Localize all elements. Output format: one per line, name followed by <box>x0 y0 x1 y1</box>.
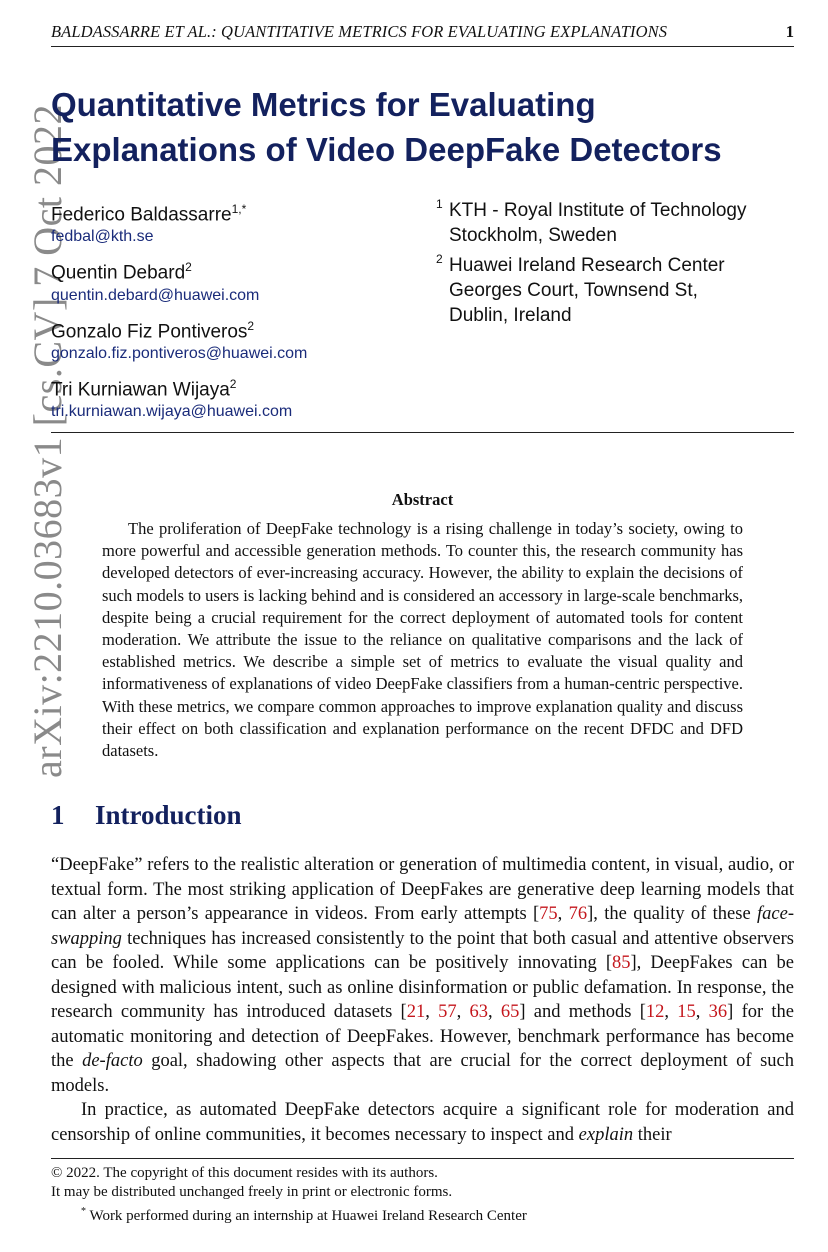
affiliation-entry <box>436 198 796 248</box>
citation-link[interactable]: 85 <box>612 953 631 973</box>
author-name: Quentin Debard$^2$ <box>51 260 192 284</box>
author-affiliation-mark: 2 <box>185 260 192 275</box>
author-email-link[interactable]: fedbal@kth.se <box>51 228 154 246</box>
running-header <box>51 20 794 47</box>
citation-link[interactable]: 76 <box>568 904 588 924</box>
author-name: Gonzalo Fiz Pontiveros$^2$ <box>51 318 255 342</box>
title-line-1: Quantitative Metrics for Evaluating <box>51 86 596 123</box>
citation-link[interactable]: 57 <box>438 1002 457 1022</box>
citation-link[interactable]: 21 <box>406 1002 426 1022</box>
citation-link[interactable]: 12 <box>645 1002 665 1022</box>
affiliation-line: Stockholm, Sweden <box>449 225 617 246</box>
footnote-divider <box>51 1158 794 1159</box>
author-name: Federico Baldassarre$^{1,*}$ <box>51 202 247 226</box>
author-affiliation-mark: 2 <box>229 376 237 391</box>
author-entry <box>51 256 431 306</box>
page-number: 1 <box>785 22 794 41</box>
footnotes <box>51 1164 794 1226</box>
footnote-text: Work performed during an internship at Huawei Ireland Research Center <box>89 1208 527 1224</box>
affiliation-line: Dublin, Ireland <box>449 305 572 326</box>
author-email-link[interactable]: tri.kurniawan.wijaya@huawei.com <box>51 403 293 421</box>
author-entry <box>51 315 431 365</box>
affiliation-line: Huawei Ireland Research Center <box>449 255 725 276</box>
intro-paragraph-1: “DeepFake” refers to the realistic alteration or generation of multimedia content, in visual, audio, or textual form. The most striking application of DeepFakes are generative deep learning models that can alter a person’s appearance in videos. From early attempts [75, 76], the quality of these face-swapping techniques has increased consistently to the point that both casual and attentive observers can be fooled. While some applications can be positively innovating [85], DeepFakes can be designed with malicious intent, such as online disinformation or public defamation. In response, the research community has introduced datasets [21, 57, 63, 65] and methods [12, 15, 36] for the automatic monitoring and detection of DeepFakes. However, benchmark performance has become the de-facto goal, shadowing other aspects that are crucial for the correct deployment of such models. <box>51 855 795 1096</box>
author-entry <box>51 373 431 423</box>
affiliation-entry <box>436 253 796 328</box>
emphasis: explain <box>578 1124 634 1145</box>
footnote <box>51 1202 794 1226</box>
author-email-link[interactable]: gonzalo.fiz.pontiveros@huawei.com <box>51 344 308 362</box>
author-name: Tri Kurniawan Wijaya$^2$ <box>51 376 237 401</box>
citation-link[interactable]: 15 <box>677 1002 696 1022</box>
affiliation-mark: 1 <box>436 197 443 211</box>
affiliation-line: Georges Court, Townsend St, <box>449 280 698 301</box>
paper-title <box>51 82 722 172</box>
affiliation-mark: 2 <box>436 252 443 266</box>
footnote-mark: * <box>81 1206 86 1217</box>
citation-link[interactable]: 63 <box>469 1002 488 1022</box>
affiliation-list <box>436 198 796 333</box>
abstract-heading: Abstract <box>391 490 454 509</box>
author-affiliation-mark: 1,* <box>231 202 247 216</box>
copyright-notice: © 2022. The copyright of this document resides with its authors. <box>51 1165 438 1181</box>
citation-link[interactable]: 75 <box>539 904 558 924</box>
title-line-2: Explanations of Video DeepFake Detectors <box>51 131 722 168</box>
emphasis: de-facto <box>82 1051 143 1071</box>
author-list <box>51 198 431 431</box>
distribution-notice: It may be distributed unchanged freely in print or electronic forms. <box>51 1184 453 1200</box>
title-block-divider <box>51 432 794 433</box>
author-affiliation-mark: 2 <box>247 318 255 333</box>
citation-link[interactable]: 65 <box>500 1002 520 1022</box>
section-title: Introduction <box>95 800 242 830</box>
affiliation-line: KTH - Royal Institute of Technology <box>449 200 747 221</box>
intro-paragraph-2: In practice, as automated DeepFake detectors acquire a significant role for moderation and censorship of online communities, it becomes necessary to inspect and explain their <box>51 1100 794 1145</box>
arxiv-stamp[interactable]: arXiv:2210.03683v1 [cs.CV] 7 Oct 2022 <box>25 104 70 778</box>
section-heading <box>51 800 242 831</box>
emphasis: face-swapping <box>51 904 794 949</box>
section-number: 1 <box>51 800 65 830</box>
citation-link[interactable]: 36 <box>708 1002 728 1022</box>
abstract-text: The proliferation of DeepFake technology is a rising challenge in today’s society, owing to more powerful and accessible generation methods. To counter this, the research community has developed detectors of ever-increasing accuracy. However, the ability to explain the decisions of such models to users is lacking behind and is considered an accessory in large-scale benchmarks, despite being a crucial requirement for the correct deployment of automated tools for content moderation. We attribute the issue to the reliance on qualitative comparisons and the lack of established metrics. We describe a simple set of metrics to evaluate the visual quality and informativeness of explanations of video DeepFake classifiers from a human-centric perspective. With these metrics, we compare common approaches to improve explanation quality and discuss their effect on both classification and explanation performance on the recent DFDC and DFD datasets. <box>102 519 743 761</box>
running-title: BALDASSARRE ET AL.: QUANTITATIVE METRICS FOR EVALUATING EXPLANATIONS <box>51 22 668 41</box>
author-email-link[interactable]: quentin.debard@huawei.com <box>51 286 260 304</box>
author-entry <box>51 198 431 248</box>
